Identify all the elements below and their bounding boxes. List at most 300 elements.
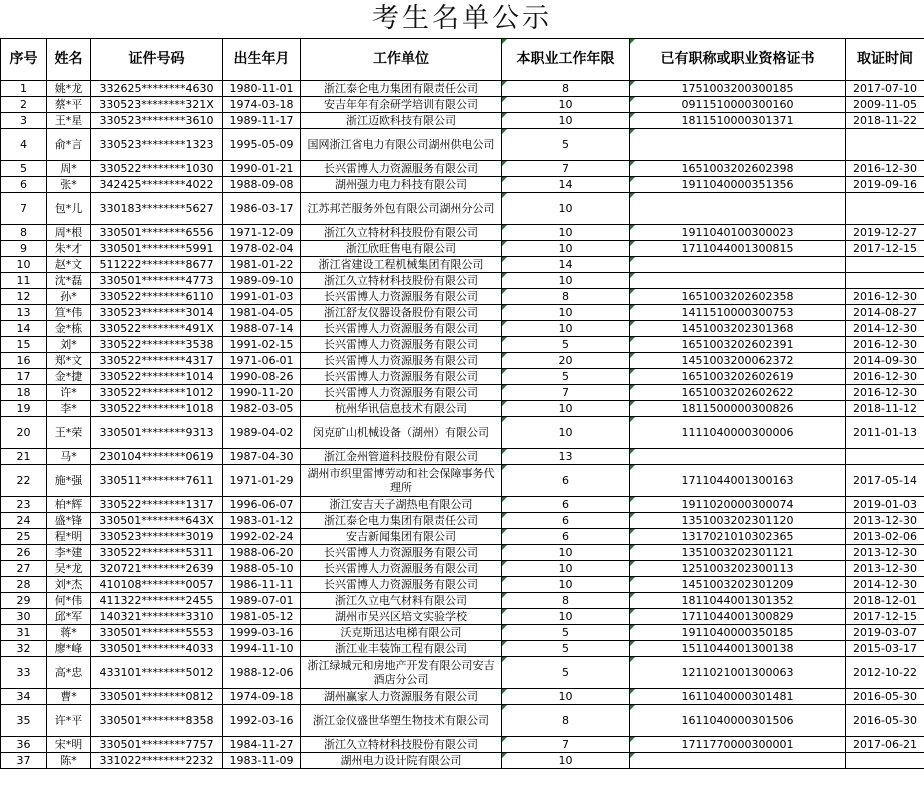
cell-birth: 1991-01-03 <box>223 289 301 305</box>
cell-birth: 1989-07-01 <box>223 593 301 609</box>
cell-date: 2014-12-30 <box>846 321 924 337</box>
table-row <box>1 81 924 97</box>
cell-birth: 1999-03-16 <box>223 625 301 641</box>
cell-name: 盛*锋 <box>47 513 91 529</box>
cell-birth: 1988-09-08 <box>223 177 301 193</box>
cell-name: 施*强 <box>47 465 91 497</box>
cell-name: 李*建 <box>47 545 91 561</box>
cell-no: 28 <box>1 577 47 593</box>
table-row <box>1 305 924 321</box>
cell-date: 2017-05-14 <box>846 465 924 497</box>
header-row <box>1 39 924 81</box>
cell-birth: 1980-11-01 <box>223 81 301 97</box>
cell-birth: 1988-05-10 <box>223 561 301 577</box>
cell-name: 沈*磊 <box>47 273 91 289</box>
cell-no: 7 <box>1 193 47 225</box>
cell-date: 2018-12-01 <box>846 593 924 609</box>
cell-birth: 1974-09-18 <box>223 689 301 705</box>
cell-id: 330523********3014 <box>91 305 223 321</box>
cell-no: 26 <box>1 545 47 561</box>
cell-date <box>846 257 924 273</box>
table-row <box>1 257 924 273</box>
cell-birth: 1983-11-09 <box>223 753 301 769</box>
cell-birth: 1986-03-17 <box>223 193 301 225</box>
cell-unit: 浙江久立特材科技股份有限公司 <box>301 737 502 753</box>
cell-no: 9 <box>1 241 47 257</box>
cell-id: 330501********7757 <box>91 737 223 753</box>
cell-id: 330522********1018 <box>91 401 223 417</box>
cell-cert: 1351003202301120 <box>630 513 846 529</box>
cell-cert: 1711044001300815 <box>630 241 846 257</box>
cell-no: 8 <box>1 225 47 241</box>
cell-years: 10 <box>502 97 630 113</box>
cell-no: 3 <box>1 113 47 129</box>
cell-years: 10 <box>502 561 630 577</box>
cell-id: 330522********491X <box>91 321 223 337</box>
cell-cert: 1611040000301506 <box>630 705 846 737</box>
cell-years: 10 <box>502 305 630 321</box>
cell-no: 15 <box>1 337 47 353</box>
cell-cert <box>630 193 846 225</box>
cell-name: 笪*伟 <box>47 305 91 321</box>
cell-unit: 长兴雷博人力资源服务有限公司 <box>301 385 502 401</box>
cell-name: 周*根 <box>47 225 91 241</box>
cell-no: 33 <box>1 657 47 689</box>
cell-unit: 长兴雷博人力资源服务有限公司 <box>301 161 502 177</box>
cell-birth: 1995-05-09 <box>223 129 301 161</box>
cell-date: 2016-12-30 <box>846 369 924 385</box>
cell-no: 34 <box>1 689 47 705</box>
cell-cert: 1711044001300163 <box>630 465 846 497</box>
cell-no: 4 <box>1 129 47 161</box>
table-row <box>1 641 924 657</box>
cell-date: 2014-12-30 <box>846 577 924 593</box>
cell-birth: 1981-01-22 <box>223 257 301 273</box>
cell-birth: 1984-11-27 <box>223 737 301 753</box>
cell-unit: 湖州赢家人力资源服务有限公司 <box>301 689 502 705</box>
cell-id: 330523********1323 <box>91 129 223 161</box>
cell-years: 10 <box>502 577 630 593</box>
cell-years: 10 <box>502 273 630 289</box>
cell-birth: 1989-09-10 <box>223 273 301 289</box>
cell-unit: 湖州强力电力科技有限公司 <box>301 177 502 193</box>
cell-id: 140321********3310 <box>91 609 223 625</box>
table-row <box>1 401 924 417</box>
cell-unit: 浙江迈欧科技有限公司 <box>301 113 502 129</box>
cell-name: 李* <box>47 401 91 417</box>
cell-birth: 1982-03-05 <box>223 401 301 417</box>
cell-cert: 1911020000300074 <box>630 497 846 513</box>
cell-cert <box>630 449 846 465</box>
cell-no: 19 <box>1 401 47 417</box>
table-row <box>1 609 924 625</box>
cell-date: 2011-01-13 <box>846 417 924 449</box>
cell-years: 8 <box>502 593 630 609</box>
cell-years: 10 <box>502 689 630 705</box>
cell-unit: 沃克斯迅达电梯有限公司 <box>301 625 502 641</box>
cell-birth: 1971-01-29 <box>223 465 301 497</box>
table-row <box>1 545 924 561</box>
table-row <box>1 561 924 577</box>
cell-no: 11 <box>1 273 47 289</box>
cell-birth: 1988-06-20 <box>223 545 301 561</box>
cell-unit: 浙江欣旺售电有限公司 <box>301 241 502 257</box>
table-row <box>1 129 924 161</box>
cell-date: 2016-12-30 <box>846 161 924 177</box>
cell-name: 陈* <box>47 753 91 769</box>
cell-no: 25 <box>1 529 47 545</box>
header-cert: 已有职称或职业资格证书 <box>630 39 846 81</box>
cell-unit: 浙江舒友仪器设备股份有限公司 <box>301 305 502 321</box>
table-body <box>1 81 924 769</box>
cell-name: 何*伟 <box>47 593 91 609</box>
cell-birth: 1994-11-10 <box>223 641 301 657</box>
cell-years: 5 <box>502 625 630 641</box>
cell-birth: 1988-12-06 <box>223 657 301 689</box>
cell-birth: 1996-06-07 <box>223 497 301 513</box>
cell-no: 29 <box>1 593 47 609</box>
cell-date: 2017-07-10 <box>846 81 924 97</box>
cell-id: 331022********2232 <box>91 753 223 769</box>
cell-birth: 1989-04-02 <box>223 417 301 449</box>
cell-name: 蒋* <box>47 625 91 641</box>
cell-date: 2014-09-30 <box>846 353 924 369</box>
cell-id: 342425********4022 <box>91 177 223 193</box>
cell-birth: 1986-11-11 <box>223 577 301 593</box>
cell-date: 2019-01-03 <box>846 497 924 513</box>
cell-date: 2009-11-05 <box>846 97 924 113</box>
cell-date: 2016-12-30 <box>846 385 924 401</box>
cell-date: 2014-08-27 <box>846 305 924 321</box>
cell-unit: 闵克矿山机械设备（湖州）有限公司 <box>301 417 502 449</box>
cell-cert: 1611040000301481 <box>630 689 846 705</box>
cell-name: 许* <box>47 385 91 401</box>
cell-birth: 1981-04-05 <box>223 305 301 321</box>
cell-unit: 长兴雷博人力资源服务有限公司 <box>301 369 502 385</box>
cell-date <box>846 193 924 225</box>
cell-cert <box>630 753 846 769</box>
cell-cert: 1111040000300006 <box>630 417 846 449</box>
cell-id: 411322********2455 <box>91 593 223 609</box>
cell-no: 36 <box>1 737 47 753</box>
cell-date: 2019-03-07 <box>846 625 924 641</box>
cell-years: 5 <box>502 657 630 689</box>
table-row <box>1 625 924 641</box>
cell-birth: 1971-06-01 <box>223 353 301 369</box>
cell-no: 22 <box>1 465 47 497</box>
cell-cert: 1211021001300063 <box>630 657 846 689</box>
cell-unit: 长兴雷博人力资源服务有限公司 <box>301 577 502 593</box>
table-row <box>1 97 924 113</box>
table-row <box>1 737 924 753</box>
table-row <box>1 193 924 225</box>
cell-unit: 长兴雷博人力资源服务有限公司 <box>301 545 502 561</box>
cell-no: 13 <box>1 305 47 321</box>
cell-years: 7 <box>502 385 630 401</box>
cell-birth: 1971-12-09 <box>223 225 301 241</box>
cell-id: 330522********6110 <box>91 289 223 305</box>
cell-unit: 湖州市织里雷博劳动和社会保障事务代理所 <box>301 465 502 497</box>
table-row <box>1 385 924 401</box>
cell-years: 5 <box>502 369 630 385</box>
cell-name: 廖*峰 <box>47 641 91 657</box>
cell-unit: 长兴雷博人力资源服务有限公司 <box>301 289 502 305</box>
header-id: 证件号码 <box>91 39 223 81</box>
table-row <box>1 289 924 305</box>
table-row <box>1 657 924 689</box>
cell-date: 2013-02-06 <box>846 529 924 545</box>
cell-birth: 1990-08-26 <box>223 369 301 385</box>
cell-name: 宋*明 <box>47 737 91 753</box>
cell-cert: 1651003202602358 <box>630 289 846 305</box>
cell-cert: 0911510000300160 <box>630 97 846 113</box>
candidate-table <box>0 38 924 769</box>
cell-date: 2012-10-22 <box>846 657 924 689</box>
cell-name: 朱*才 <box>47 241 91 257</box>
table-row <box>1 497 924 513</box>
cell-name: 赵*文 <box>47 257 91 273</box>
table-row <box>1 321 924 337</box>
cell-cert: 1711044001300829 <box>630 609 846 625</box>
cell-name: 蔡*平 <box>47 97 91 113</box>
cell-no: 37 <box>1 753 47 769</box>
cell-cert: 1911040100300023 <box>630 225 846 241</box>
cell-birth: 1992-02-24 <box>223 529 301 545</box>
cell-years: 10 <box>502 321 630 337</box>
table-row <box>1 177 924 193</box>
cell-name: 孙* <box>47 289 91 305</box>
cell-cert <box>630 257 846 273</box>
table-row <box>1 705 924 737</box>
cell-name: 邱*军 <box>47 609 91 625</box>
header-years: 本职业工作年限 <box>502 39 630 81</box>
cell-date: 2013-12-30 <box>846 513 924 529</box>
cell-unit: 湖州电力设计院有限公司 <box>301 753 502 769</box>
cell-years: 8 <box>502 289 630 305</box>
cell-unit: 浙江泰仑电力集团有限责任公司 <box>301 513 502 529</box>
cell-id: 330501********4773 <box>91 273 223 289</box>
cell-years: 14 <box>502 257 630 273</box>
cell-years: 6 <box>502 513 630 529</box>
cell-years: 8 <box>502 705 630 737</box>
cell-id: 330522********1012 <box>91 385 223 401</box>
cell-cert: 1451003202301368 <box>630 321 846 337</box>
cell-years: 5 <box>502 641 630 657</box>
cell-unit: 江苏邦芒服务外包有限公司湖州分公司 <box>301 193 502 225</box>
cell-birth: 1987-04-30 <box>223 449 301 465</box>
cell-cert: 1251003202300113 <box>630 561 846 577</box>
cell-birth: 1990-01-21 <box>223 161 301 177</box>
cell-name: 柏*辉 <box>47 497 91 513</box>
cell-date: 2019-09-16 <box>846 177 924 193</box>
cell-no: 18 <box>1 385 47 401</box>
table-row <box>1 465 924 497</box>
header-birth: 出生年月 <box>223 39 301 81</box>
cell-name: 高*忠 <box>47 657 91 689</box>
cell-years: 10 <box>502 401 630 417</box>
cell-birth: 1988-07-14 <box>223 321 301 337</box>
cell-cert <box>630 273 846 289</box>
cell-years: 20 <box>502 353 630 369</box>
cell-cert: 1651003202602619 <box>630 369 846 385</box>
header-unit: 工作单位 <box>301 39 502 81</box>
table-row <box>1 417 924 449</box>
cell-years: 10 <box>502 193 630 225</box>
cell-id: 230104********0619 <box>91 449 223 465</box>
page-title: 考生名单公示 <box>372 3 552 34</box>
cell-name: 俞*言 <box>47 129 91 161</box>
table-row <box>1 593 924 609</box>
table-row <box>1 353 924 369</box>
cell-id: 511222********8677 <box>91 257 223 273</box>
cell-years: 10 <box>502 609 630 625</box>
cell-date: 2016-12-30 <box>846 337 924 353</box>
cell-date: 2019-12-27 <box>846 225 924 241</box>
cell-cert: 1651003202602622 <box>630 385 846 401</box>
cell-years: 6 <box>502 529 630 545</box>
cell-no: 31 <box>1 625 47 641</box>
cell-id: 330522********1030 <box>91 161 223 177</box>
cell-id: 330183********5627 <box>91 193 223 225</box>
cell-id: 330501********5991 <box>91 241 223 257</box>
cell-cert: 1711770000300001 <box>630 737 846 753</box>
cell-unit: 浙江金仪盛世华塑生物技术有限公司 <box>301 705 502 737</box>
cell-no: 14 <box>1 321 47 337</box>
cell-date: 2015-03-17 <box>846 641 924 657</box>
cell-date: 2016-05-30 <box>846 689 924 705</box>
cell-birth: 1981-05-12 <box>223 609 301 625</box>
cell-cert: 1651003202602391 <box>630 337 846 353</box>
cell-no: 23 <box>1 497 47 513</box>
cell-birth: 1983-01-12 <box>223 513 301 529</box>
cell-id: 332625********4630 <box>91 81 223 97</box>
cell-unit: 长兴雷博人力资源服务有限公司 <box>301 321 502 337</box>
cell-birth: 1991-02-15 <box>223 337 301 353</box>
cell-id: 330511********7611 <box>91 465 223 497</box>
cell-cert: 1511044001300138 <box>630 641 846 657</box>
cell-birth: 1974-03-18 <box>223 97 301 113</box>
cell-years: 5 <box>502 337 630 353</box>
cell-id: 330501********643X <box>91 513 223 529</box>
cell-name: 姚*龙 <box>47 81 91 97</box>
cell-years: 7 <box>502 161 630 177</box>
cell-years: 10 <box>502 241 630 257</box>
cell-name: 张* <box>47 177 91 193</box>
cell-id: 320721********2639 <box>91 561 223 577</box>
table-row <box>1 241 924 257</box>
cell-no: 21 <box>1 449 47 465</box>
table-row <box>1 369 924 385</box>
cell-id: 330522********3538 <box>91 337 223 353</box>
cell-unit: 长兴雷博人力资源服务有限公司 <box>301 337 502 353</box>
table-row <box>1 161 924 177</box>
cell-years: 5 <box>502 129 630 161</box>
cell-unit: 长兴雷博人力资源服务有限公司 <box>301 353 502 369</box>
cell-date: 2013-12-30 <box>846 545 924 561</box>
cell-unit: 浙江久立特材科技股份有限公司 <box>301 273 502 289</box>
table-row <box>1 753 924 769</box>
cell-no: 30 <box>1 609 47 625</box>
cell-date: 2017-12-15 <box>846 241 924 257</box>
cell-no: 20 <box>1 417 47 449</box>
cell-id: 330522********4317 <box>91 353 223 369</box>
cell-name: 金*捷 <box>47 369 91 385</box>
cell-name: 王*荣 <box>47 417 91 449</box>
cell-birth: 1992-03-16 <box>223 705 301 737</box>
cell-no: 16 <box>1 353 47 369</box>
cell-no: 5 <box>1 161 47 177</box>
cell-unit: 长兴雷博人力资源服务有限公司 <box>301 561 502 577</box>
cell-cert: 1451003200062372 <box>630 353 846 369</box>
cell-id: 433101********5012 <box>91 657 223 689</box>
cell-date <box>846 753 924 769</box>
cell-name: 刘* <box>47 337 91 353</box>
cell-name: 许*平 <box>47 705 91 737</box>
cell-id: 330523********3610 <box>91 113 223 129</box>
cell-name: 刘*杰 <box>47 577 91 593</box>
cell-id: 330501********0812 <box>91 689 223 705</box>
cell-name: 郑*文 <box>47 353 91 369</box>
cell-date: 2018-11-22 <box>846 113 924 129</box>
cell-unit: 安吉年年有余研学培训有限公司 <box>301 97 502 113</box>
cell-years: 6 <box>502 497 630 513</box>
cell-cert: 1317021010302365 <box>630 529 846 545</box>
cell-cert: 1351003202301121 <box>630 545 846 561</box>
cell-no: 35 <box>1 705 47 737</box>
cell-cert <box>630 129 846 161</box>
table-row <box>1 529 924 545</box>
header-no: 序号 <box>1 39 47 81</box>
table-row <box>1 113 924 129</box>
cell-cert: 1651003202602398 <box>630 161 846 177</box>
table-row <box>1 225 924 241</box>
cell-date: 2013-12-30 <box>846 561 924 577</box>
cell-no: 12 <box>1 289 47 305</box>
cell-unit: 湖州市吴兴区培文实验学校 <box>301 609 502 625</box>
cell-unit: 浙江金州管道科技股份有限公司 <box>301 449 502 465</box>
cell-no: 10 <box>1 257 47 273</box>
cell-cert: 1911040000351356 <box>630 177 846 193</box>
cell-unit: 杭州华讯信息技术有限公司 <box>301 401 502 417</box>
cell-date: 2017-12-15 <box>846 609 924 625</box>
cell-name: 周* <box>47 161 91 177</box>
cell-unit: 安吉新闻集团有限公司 <box>301 529 502 545</box>
cell-name: 吴*龙 <box>47 561 91 577</box>
cell-id: 330501********8358 <box>91 705 223 737</box>
cell-cert: 1751003200300185 <box>630 81 846 97</box>
cell-cert: 1811044001301352 <box>630 593 846 609</box>
cell-years: 7 <box>502 737 630 753</box>
cell-date: 2017-06-21 <box>846 737 924 753</box>
header-date: 取证时间 <box>846 39 924 81</box>
cell-cert: 1811510000301371 <box>630 113 846 129</box>
cell-id: 330522********1317 <box>91 497 223 513</box>
cell-id: 330501********6556 <box>91 225 223 241</box>
cell-unit: 浙江安吉天子湖热电有限公司 <box>301 497 502 513</box>
cell-id: 330523********3019 <box>91 529 223 545</box>
cell-cert: 1411510000300753 <box>630 305 846 321</box>
table-row <box>1 449 924 465</box>
cell-years: 8 <box>502 81 630 97</box>
cell-no: 1 <box>1 81 47 97</box>
table-row <box>1 577 924 593</box>
cell-years: 6 <box>502 465 630 497</box>
table-row <box>1 513 924 529</box>
cell-no: 6 <box>1 177 47 193</box>
cell-years: 10 <box>502 753 630 769</box>
cell-no: 32 <box>1 641 47 657</box>
cell-date <box>846 273 924 289</box>
